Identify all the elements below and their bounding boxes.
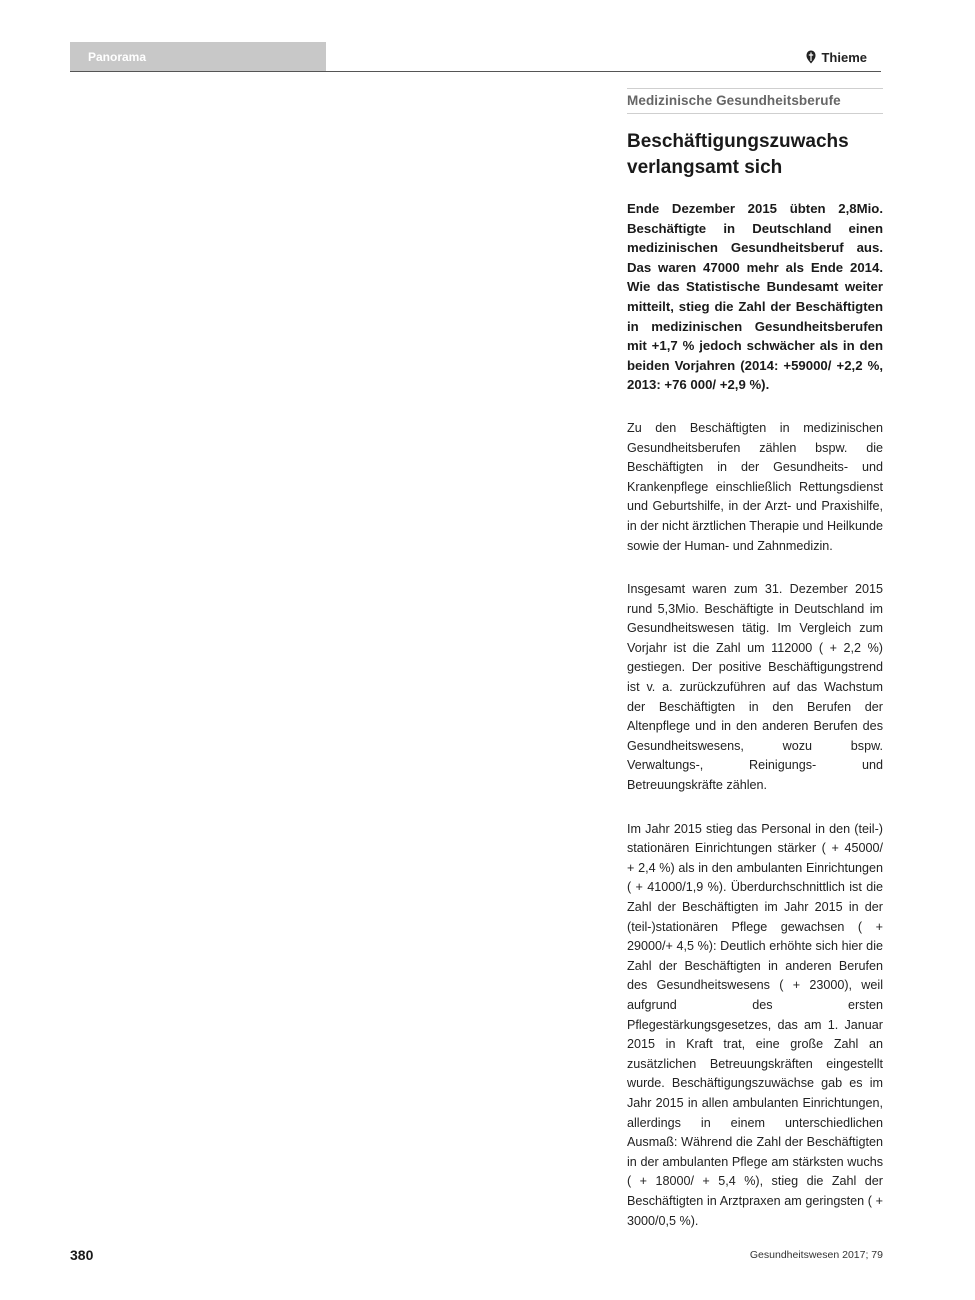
article-column [627, 88, 883, 1231]
section-label: Panorama [88, 50, 147, 64]
article-paragraph: Im Jahr 2015 stieg das Personal in den (teil-) stationären Einrichtungen stärker ( + 45000/ + 2,4 %) als in den ambulanten Einrichtungen ( + 41000/1,9 %). Überdurchschnittlich ist die Zahl der Beschäftigten im Jahr 2015 in der (teil-)stationären Pflege gewachsen ( + 29000/+ 4,5 %): Deutlich erhöhte sich hier die Zahl der Beschäftigten in anderen Berufen des Gesundheitswesens ( + 23000), weil aufgrund des ersten Pflegestärkungsgesetzes, das am 1. Januar 2015 in Kraft trat, eine große Zahl an zusätzlichen Betreuungskräften eingestellt wurde. Beschäftigungszuwächse gab es im Jahr 2015 in allen ambulanten Einrichtungen, allerdings in einem unterschiedlichen Ausmaß: Während die Zahl der Beschäftigten in der ambulanten Pflege am stärksten wuchs ( + 18000/ + 5,4 %), stieg die Zahl der Beschäftigten in Arztpraxen am geringsten ( + 3000/0,5 %). [627, 821, 883, 1228]
publisher-brand [805, 47, 867, 67]
article-rubric: Medizinische Gesundheitsberufe [627, 93, 841, 108]
thieme-logo-icon [805, 50, 817, 64]
article-headline: Beschäftigungszuwachs verlangsamt sich [627, 131, 849, 178]
brand-name: Thieme [821, 49, 867, 65]
article-paragraph: Insgesamt waren zum 31. Dezember 2015 rund 5,3Mio. Beschäftigte in Deutschland im Gesundheitswesen tätig. Im Vergleich zum Vorjahr ist die Zahl um 112000 ( + 2,2 %) gestiegen. Der positive Beschäftigungstrend ist v. a. zurückzuführen auf das Wachstum der Beschäftigten in den Berufen der Altenpflege und in den anderen Berufen des Gesundheitswesens, wozu bspw. Verwaltungs-, Reinigungs- und Betreuungskräfte zählen. [627, 582, 883, 793]
page-number: 380 [70, 1247, 94, 1263]
journal-citation: Gesundheitswesen 2017; 79 [749, 1249, 883, 1261]
header-rule [70, 71, 881, 72]
article-paragraph: Zu den Beschäftigten in medizinischen Gesundheitsberufen zählen bspw. die Beschäftigten in der Gesundheits- und Krankenpflege einschließlich Rettungsdienst und Geburtshilfe, in der Arzt- und Praxishilfe, in der nicht ärztlichen Therapie und Heilkunde sowie der Human- und Zahnmedizin. [627, 420, 883, 553]
article-lead: Ende Dezember 2015 übten 2,8Mio. Beschäftigte in Deutschland einen medizinischen Gesundheitsberuf aus. Das waren 47000 mehr als Ende 2014. Wie das Statistische Bundesamt weiter mitteilt, stieg die Zahl der Beschäftigten in medizinischen Gesundheitsberufen mit +1,7 % jedoch schwächer als in den beiden Vorjahren (2014: +59000/ +2,2 %, 2013: +76 000/ +2,9 %). [627, 201, 883, 393]
section-tab [70, 42, 326, 72]
rubric-bottom-rule [627, 113, 883, 114]
